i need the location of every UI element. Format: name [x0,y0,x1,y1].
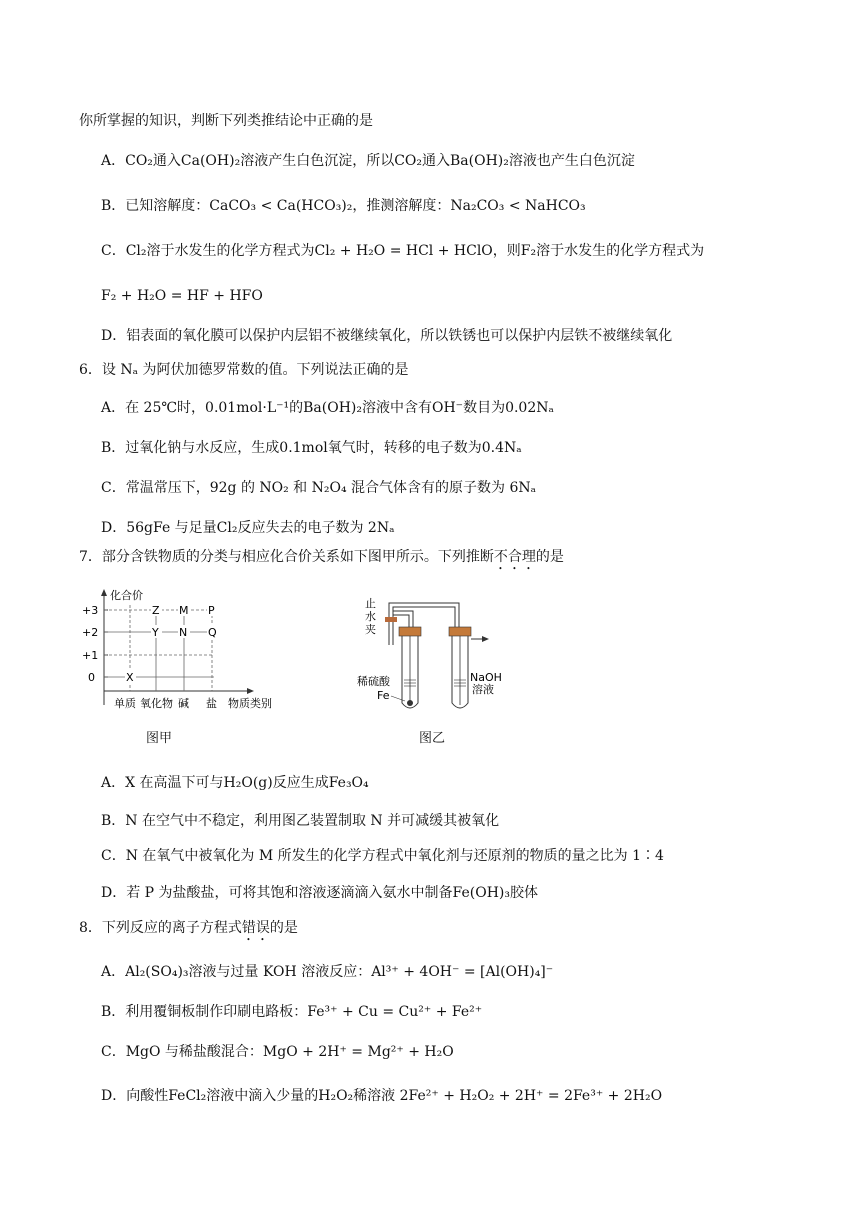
q8-option-d: D．向酸性FeCl₂溶液中滴入少量的H₂O₂稀溶液 2Fe²⁺ + H₂O₂ + 2H⁺ = 2Fe³⁺ + 2H₂O [101,1088,663,1104]
ytick-plus3: +3 [82,604,99,617]
left-stopper [399,627,421,636]
point-n: N [179,626,188,639]
q5-option-c: C．Cl₂溶于水发生的化学方程式为Cl₂ + H₂O = HCl + HClO，则F₂溶于水发生的化学方程式为 [101,243,705,259]
q6-option-a: A．在 25℃时，0.01mol·L⁻¹的Ba(OH)₂溶液中含有OH⁻数目为0.02Nₐ [101,400,554,416]
q5-option-b: B．已知溶解度：CaCO₃ < Ca(HCO₃)₂，推测溶解度：Na₂CO₃ < NaHCO₃ [101,198,586,214]
q8-option-a: A．Al₂(SO₄)₃溶液与过量 KOH 溶液反应：Al³⁺ + 4OH⁻ = [Al(OH)₄]⁻ [101,964,554,980]
xcat-oxide: 氧化物 [140,697,173,710]
q5-option-a: A．CO₂通入Ca(OH)₂溶液产生白色沉淀，所以CO₂通入Ba(OH)₂溶液也产生白色沉淀 [101,153,635,169]
point-y: Y [152,626,159,639]
acid-label: 稀硫酸 [357,675,390,688]
q8-stem-post: 的是 [269,920,298,936]
x-axis-label: 物质类别 [228,697,272,710]
q8-stem-emphasis: 错误 [241,920,270,936]
ytick-plus2: +2 [82,626,99,639]
outlet-arrow [482,636,489,642]
q7-stem [79,547,564,573]
q5-option-c-equation: F₂ + H₂O = HF + HFO [101,288,263,304]
point-m: M [179,604,189,617]
figure-b-caption: 图乙 [419,731,446,746]
ytick-zero: 0 [88,671,95,684]
xcat-simple: 单质 [114,697,136,710]
connecting-tube [389,603,459,645]
q7-option-d: D．若 P 为盐酸盐，可将其饱和溶液逐滴滴入氨水中制备Fe(OH)₃胶体 [101,885,538,901]
q7-stem-emphasis: 不合理 [493,549,536,565]
q8-stem-pre: 8．下列反应的离子方程式 [79,920,242,936]
y-axis-arrow [101,589,107,596]
q7-stem-post: 的是 [535,549,564,565]
fe-label: Fe [377,689,390,702]
q7-stem-pre: 7．部分含铁物质的分类与相应化合价关系如下图甲所示。下列推断 [79,549,494,565]
point-z: Z [152,604,160,617]
q7-option-b: B．N 在空气中不稳定，利用图乙装置制取 N 并可减缓其被氧化 [101,813,500,829]
q8-stem [79,918,298,944]
clamp-label-1: 止 [365,597,376,610]
valence-chart [74,585,294,720]
naoh-label: NaOH [470,671,502,684]
right-stopper [449,627,471,636]
xcat-salt: 盐 [206,697,217,710]
solution-label: 溶液 [472,683,494,696]
intro-line: 你所掌握的知识，判断下列类推结论中正确的是 [79,113,373,129]
q6-option-d: D．56gFe 与足量Cl₂反应失去的电子数为 2Nₐ [101,520,395,536]
xcat-base: 碱 [178,697,189,710]
q6-stem: 6．设 Nₐ 为阿伏加德罗常数的值。下列说法正确的是 [79,362,409,378]
q8-option-b: B．利用覆铜板制作印刷电路板：Fe³⁺ + Cu = Cu²⁺ + Fe²⁺ [101,1004,483,1020]
water-clamp [385,617,397,622]
y-axis-label: 化合价 [110,589,143,602]
q7-option-c: C．N 在氧气中被氧化为 M 所发生的化学方程式中氧化剂与还原剂的物质的量之比为 1∶4 [101,848,664,864]
q8-option-c: C．MgO 与稀盐酸混合：MgO + 2H⁺ = Mg²⁺ + H₂O [101,1044,454,1060]
q7-option-a: A．X 在高温下可与H₂O(g)反应生成Fe₃O₄ [101,775,369,791]
x-axis-arrow [247,688,254,694]
apparatus-figure [355,595,525,720]
figure-a-caption: 图甲 [146,731,173,746]
point-p: P [208,604,215,617]
clamp-label-3: 夹 [365,623,376,636]
iron-pieces [407,700,413,706]
point-x: X [126,671,134,684]
clamp-label-2: 水 [365,610,376,623]
q5-option-d: D．铝表面的氧化膜可以保护内层铝不被继续氧化，所以铁锈也可以保护内层铁不被继续氧化 [101,328,673,344]
point-q: Q [208,626,217,639]
q6-option-c: C．常温常压下，92g 的 NO₂ 和 N₂O₄ 混合气体含有的原子数为 6Nₐ [101,480,537,496]
ytick-plus1: +1 [82,649,99,662]
q6-option-b: B．过氧化钠与水反应，生成0.1mol氧气时，转移的电子数为0.4Nₐ [101,440,522,456]
